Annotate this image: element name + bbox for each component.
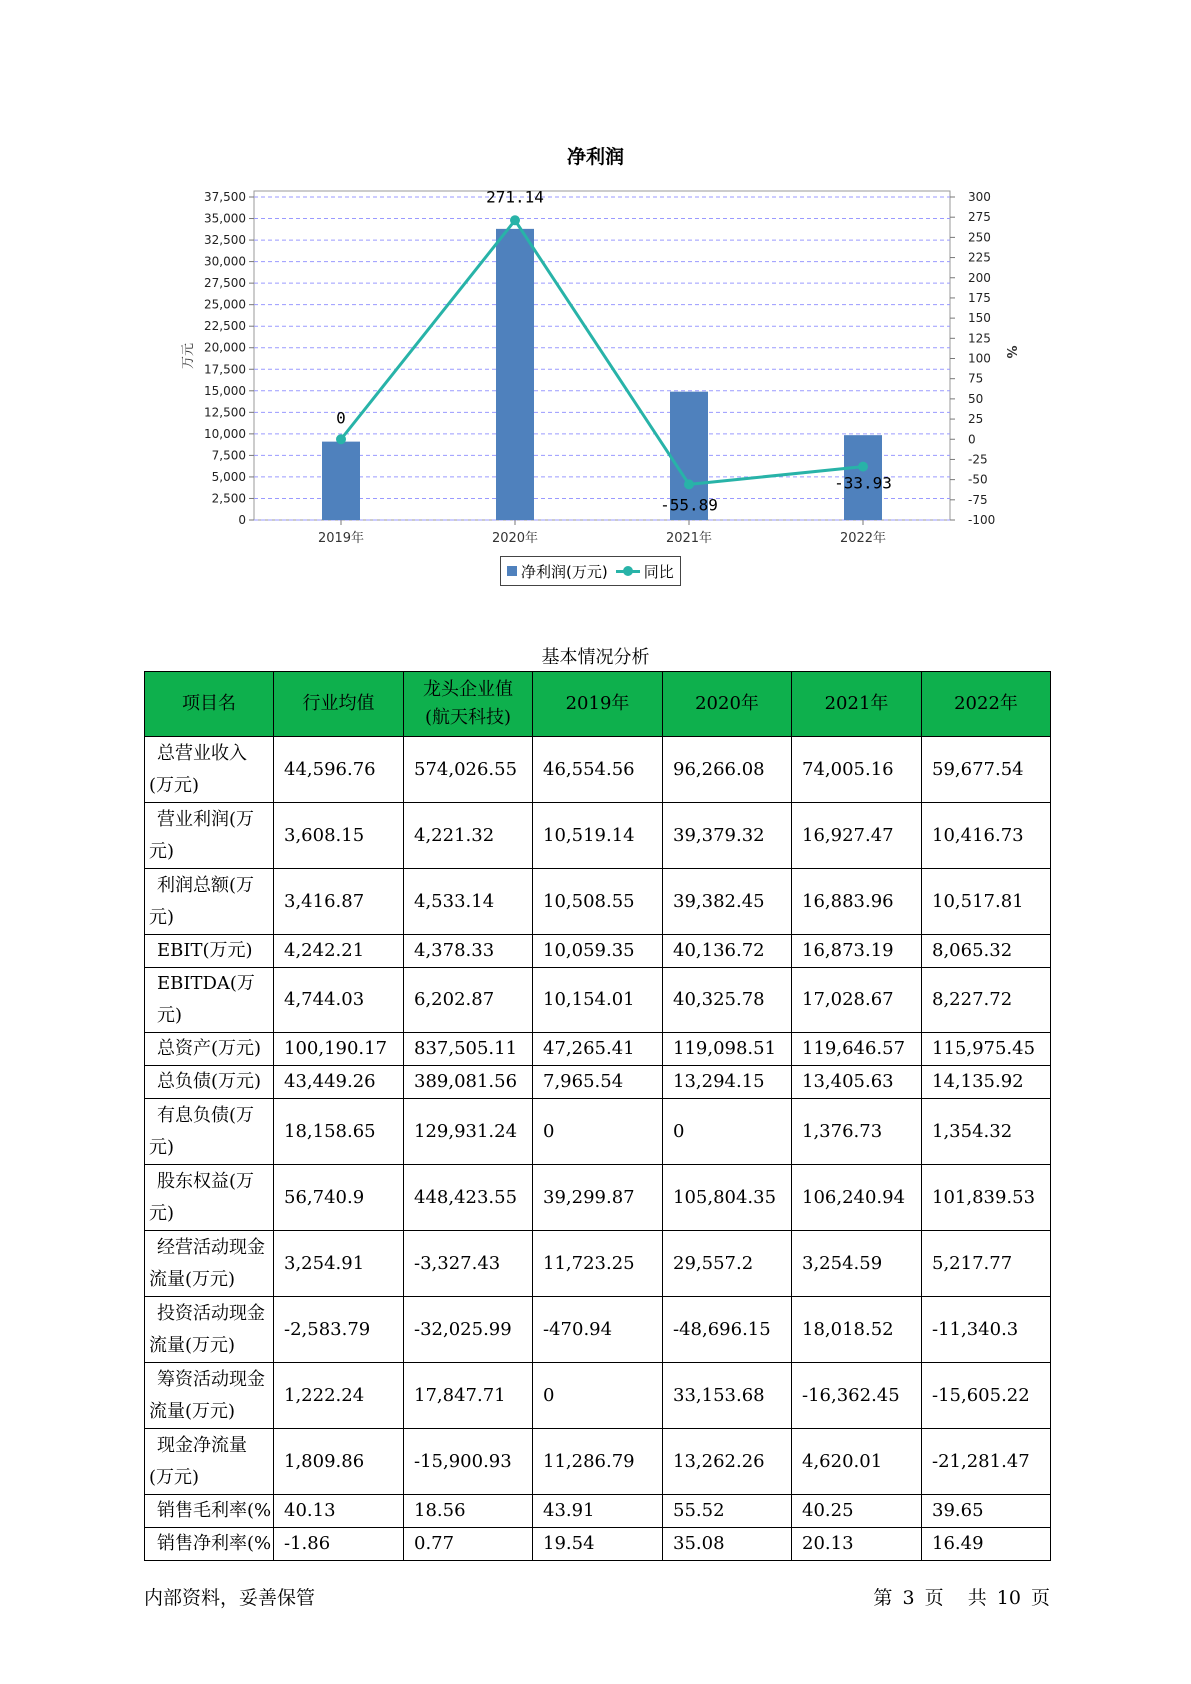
cell-2021: 16,873.19 — [792, 935, 922, 968]
cell-2020: 40,136.72 — [663, 935, 792, 968]
cell-2022: 8,065.32 — [922, 935, 1051, 968]
cell-2022: 1,354.32 — [922, 1099, 1051, 1165]
y-tick-label: 15,000 — [204, 383, 246, 398]
cell-industry-avg: 3,608.15 — [274, 803, 404, 869]
header-leader-line-1: 龙头企业值 — [423, 679, 513, 700]
cell-2021: 18,018.52 — [792, 1297, 922, 1363]
table-row — [145, 1363, 1051, 1429]
cell-2020: 96,266.08 — [663, 737, 792, 803]
table-row — [145, 1429, 1051, 1495]
header-2022: 2022年 — [922, 672, 1051, 737]
y-tick-label: 5,000 — [211, 469, 246, 484]
table-caption: 基本情况分析 — [541, 647, 650, 668]
cell-industry-avg: -1.86 — [274, 1528, 404, 1561]
x-tick-label: 2019年 — [317, 531, 365, 546]
cell-2022: -11,340.3 — [922, 1297, 1051, 1363]
y-tick-label: 27,500 — [204, 276, 246, 291]
y-tick-label: 17,500 — [204, 362, 246, 377]
cell-2022: -21,281.47 — [922, 1429, 1051, 1495]
cell-industry-avg: 4,744.03 — [274, 968, 404, 1033]
row-item-name — [145, 1231, 274, 1297]
cell-2020: 29,557.2 — [663, 1231, 792, 1297]
data-label-yoy: -55.89 — [660, 495, 718, 515]
table-row — [145, 968, 1051, 1033]
cell-leader-value: 4,221.32 — [404, 803, 533, 869]
y2-tick-label: 225 — [968, 250, 991, 265]
cell-2022: 39.65 — [922, 1495, 1051, 1528]
y2-tick-label: 250 — [968, 230, 991, 245]
footer-confidential: 内部资料，妥善保管 — [144, 1587, 316, 1609]
cell-2021: 106,240.94 — [792, 1165, 922, 1231]
cell-2022: 14,135.92 — [922, 1066, 1051, 1099]
header-industry-avg: 行业均值 — [274, 672, 404, 737]
cell-2019: 10,508.55 — [533, 869, 663, 935]
y2-tick-label: 100 — [968, 351, 991, 366]
table-row — [145, 935, 1051, 968]
y-tick-label: 20,000 — [204, 340, 246, 355]
y2-tick-label: 200 — [968, 270, 991, 285]
row-item-name-line: 总营业收入 — [157, 742, 247, 764]
row-item-name — [145, 803, 274, 869]
y-tick-label: 7,500 — [211, 448, 246, 463]
cell-2021: 40.25 — [792, 1495, 922, 1528]
cell-industry-avg: 4,242.21 — [274, 935, 404, 968]
net-profit-chart — [0, 0, 1191, 560]
cell-2022: 5,217.77 — [922, 1231, 1051, 1297]
header-leader-value — [404, 672, 533, 737]
y2-tick-label: 25 — [968, 412, 984, 427]
cell-2019: 43.91 — [533, 1495, 663, 1528]
cell-2021: 17,028.67 — [792, 968, 922, 1033]
footer-page-info — [869, 1583, 1050, 1610]
cell-2022: 10,517.81 — [922, 869, 1051, 935]
row-item-name-line: (万元) — [149, 774, 200, 796]
cell-2019: -470.94 — [533, 1297, 663, 1363]
data-label-yoy: -33.93 — [834, 473, 892, 493]
cell-leader-value: -32,025.99 — [404, 1297, 533, 1363]
cell-2019: 10,154.01 — [533, 968, 663, 1033]
header-2019: 2019年 — [533, 672, 663, 737]
table-row — [145, 869, 1051, 935]
y-tick-label: 10,000 — [204, 426, 246, 441]
cell-leader-value: 837,505.11 — [404, 1033, 533, 1066]
footer-page-suffix: 页 — [924, 1587, 944, 1609]
row-item-name-line: 流量(万元) — [149, 1400, 236, 1422]
table-row — [145, 1033, 1051, 1066]
y2-tick-label: 175 — [968, 290, 991, 305]
cell-leader-value: 448,423.55 — [404, 1165, 533, 1231]
cell-2021: 119,646.57 — [792, 1033, 922, 1066]
cell-industry-avg: 3,254.91 — [274, 1231, 404, 1297]
row-item-name-line: 销售净利率(% — [157, 1533, 272, 1554]
table-header-row — [145, 672, 1051, 737]
cell-2020: 35.08 — [663, 1528, 792, 1561]
row-item-name — [145, 935, 274, 968]
cell-leader-value: 574,026.55 — [404, 737, 533, 803]
row-item-name — [145, 1495, 274, 1528]
point-yoy — [684, 479, 694, 489]
bar-net-profit — [322, 442, 360, 520]
cell-leader-value: -15,900.93 — [404, 1429, 533, 1495]
x-tick-label: 2020年 — [491, 531, 539, 546]
cell-2021: -16,362.45 — [792, 1363, 922, 1429]
y-axis-title: 万元 — [181, 342, 196, 370]
cell-2019: 10,059.35 — [533, 935, 663, 968]
cell-2021: 16,927.47 — [792, 803, 922, 869]
cell-2020: 13,294.15 — [663, 1066, 792, 1099]
cell-2019: 7,965.54 — [533, 1066, 663, 1099]
cell-leader-value: 129,931.24 — [404, 1099, 533, 1165]
cell-industry-avg: 1,809.86 — [274, 1429, 404, 1495]
cell-industry-avg: 18,158.65 — [274, 1099, 404, 1165]
row-item-name — [145, 1297, 274, 1363]
cell-2022: -15,605.22 — [922, 1363, 1051, 1429]
row-item-name-line: EBIT(万元) — [157, 940, 253, 961]
table-row — [145, 1231, 1051, 1297]
cell-leader-value: 389,081.56 — [404, 1066, 533, 1099]
cell-industry-avg: 3,416.87 — [274, 869, 404, 935]
row-item-name-line: EBITDA(万元) — [157, 973, 255, 1026]
row-item-name-line: 股东权益(万 — [157, 1170, 255, 1192]
row-item-name-line: (万元) — [149, 1466, 200, 1488]
cell-2020: -48,696.15 — [663, 1297, 792, 1363]
point-yoy — [858, 462, 868, 472]
line-yoy — [341, 220, 863, 484]
cell-industry-avg: 1,222.24 — [274, 1363, 404, 1429]
y2-tick-label: 150 — [968, 311, 991, 326]
cell-industry-avg: 40.13 — [274, 1495, 404, 1528]
cell-2020: 39,382.45 — [663, 869, 792, 935]
legend-line-label: 同比 — [643, 562, 674, 581]
cell-2019: 47,265.41 — [533, 1033, 663, 1066]
header-item-name: 项目名 — [145, 672, 274, 737]
cell-2020: 33,153.68 — [663, 1363, 792, 1429]
footer-total-pages: 10 — [996, 1587, 1021, 1609]
y2-tick-label: 50 — [968, 391, 984, 406]
row-item-name-line: 经营活动现金 — [157, 1236, 265, 1258]
cell-leader-value: 6,202.87 — [404, 968, 533, 1033]
cell-2022: 101,839.53 — [922, 1165, 1051, 1231]
y2-tick-label: 75 — [968, 371, 984, 386]
cell-industry-avg: 100,190.17 — [274, 1033, 404, 1066]
cell-leader-value: 17,847.71 — [404, 1363, 533, 1429]
cell-industry-avg: 43,449.26 — [274, 1066, 404, 1099]
row-item-name — [145, 869, 274, 935]
cell-2020: 105,804.35 — [663, 1165, 792, 1231]
cell-industry-avg: -2,583.79 — [274, 1297, 404, 1363]
cell-2019: 11,723.25 — [533, 1231, 663, 1297]
legend-line-swatch — [616, 566, 640, 576]
bar-net-profit — [496, 229, 534, 520]
cell-leader-value: -3,327.43 — [404, 1231, 533, 1297]
cell-2019: 46,554.56 — [533, 737, 663, 803]
row-item-name — [145, 737, 274, 803]
data-label-yoy: 0 — [336, 408, 346, 428]
y2-tick-label: 0 — [968, 432, 976, 447]
table-row — [145, 737, 1051, 803]
legend-bar-label: 净利润(万元) — [521, 562, 608, 581]
cell-2022: 16.49 — [922, 1528, 1051, 1561]
cell-leader-value: 4,533.14 — [404, 869, 533, 935]
table-row — [145, 1297, 1051, 1363]
cell-2019: 19.54 — [533, 1528, 663, 1561]
table-body — [145, 737, 1051, 1561]
row-item-name-line: 现金净流量 — [157, 1434, 247, 1456]
cell-leader-value: 4,378.33 — [404, 935, 533, 968]
cell-2021: 1,376.73 — [792, 1099, 922, 1165]
cell-2019: 10,519.14 — [533, 803, 663, 869]
cell-leader-value: 18.56 — [404, 1495, 533, 1528]
cell-2020: 13,262.26 — [663, 1429, 792, 1495]
row-item-name-line: 有息负债(万 — [157, 1104, 255, 1126]
point-yoy — [336, 434, 346, 444]
row-item-name-line: 流量(万元) — [149, 1334, 236, 1356]
footer-page-prefix: 第 — [873, 1587, 893, 1609]
footer-page-number: 3 — [902, 1587, 915, 1609]
row-item-name-line: 筹资活动现金 — [157, 1368, 265, 1390]
row-item-name-line: 销售毛利率(% — [157, 1500, 272, 1521]
y-tick-label: 35,000 — [204, 211, 246, 226]
row-item-name — [145, 1528, 274, 1561]
y2-tick-label: 125 — [968, 331, 991, 346]
header-leader-line-2: (航天科技) — [424, 707, 512, 728]
row-item-name-line: 流量(万元) — [149, 1268, 236, 1290]
y-tick-label: 37,500 — [204, 190, 246, 204]
footer-total-suffix: 页 — [1030, 1587, 1050, 1609]
y-tick-label: 2,500 — [211, 491, 246, 506]
cell-2021: 4,620.01 — [792, 1429, 922, 1495]
cell-2020: 119,098.51 — [663, 1033, 792, 1066]
basic-analysis-table — [144, 671, 1051, 1561]
cell-2020: 55.52 — [663, 1495, 792, 1528]
row-item-name — [145, 1165, 274, 1231]
y2-tick-label: -75 — [968, 492, 988, 507]
y2-axis-title: % — [1003, 345, 1018, 359]
cell-2019: 39,299.87 — [533, 1165, 663, 1231]
row-item-name — [145, 1066, 274, 1099]
row-item-name-line: 元) — [149, 840, 175, 862]
row-item-name — [145, 1099, 274, 1165]
y-tick-label: 12,500 — [204, 405, 246, 420]
y-tick-label: 32,500 — [204, 233, 246, 248]
legend-bar-swatch — [507, 566, 517, 576]
y2-tick-label: -100 — [968, 513, 996, 527]
cell-2019: 0 — [533, 1363, 663, 1429]
y-tick-label: 0 — [238, 513, 246, 527]
table-row — [145, 803, 1051, 869]
y2-tick-label: 275 — [968, 210, 991, 225]
row-item-name-line: 元) — [149, 1136, 175, 1158]
cell-2021: 20.13 — [792, 1528, 922, 1561]
x-tick-label: 2022年 — [839, 531, 887, 546]
cell-2019: 11,286.79 — [533, 1429, 663, 1495]
table-row — [145, 1165, 1051, 1231]
cell-2020: 40,325.78 — [663, 968, 792, 1033]
row-item-name-line: 投资活动现金 — [157, 1302, 265, 1324]
row-item-name-line: 营业利润(万 — [157, 808, 255, 830]
point-yoy — [510, 215, 520, 225]
row-item-name — [145, 1363, 274, 1429]
table-row — [145, 1099, 1051, 1165]
header-2020: 2020年 — [663, 672, 792, 737]
cell-2019: 0 — [533, 1099, 663, 1165]
row-item-name — [145, 1429, 274, 1495]
row-item-name-line: 元) — [149, 1202, 175, 1224]
footer-total-prefix: 共 — [967, 1587, 987, 1609]
row-item-name-line: 利润总额(万 — [157, 874, 255, 896]
y2-tick-label: -25 — [968, 452, 988, 467]
y-tick-label: 22,500 — [204, 319, 246, 334]
data-label-yoy: 271.14 — [486, 187, 544, 207]
cell-2022: 59,677.54 — [922, 737, 1051, 803]
y-tick-label: 30,000 — [204, 254, 246, 269]
cell-leader-value: 0.77 — [404, 1528, 533, 1561]
row-item-name — [145, 1033, 274, 1066]
cell-industry-avg: 44,596.76 — [274, 737, 404, 803]
cell-2022: 115,975.45 — [922, 1033, 1051, 1066]
cell-2021: 13,405.63 — [792, 1066, 922, 1099]
cell-2020: 0 — [663, 1099, 792, 1165]
table-row — [145, 1528, 1051, 1561]
table-row — [145, 1066, 1051, 1099]
y2-tick-label: -50 — [968, 472, 988, 487]
cell-2020: 39,379.32 — [663, 803, 792, 869]
x-tick-label: 2021年 — [665, 531, 713, 546]
cell-2022: 10,416.73 — [922, 803, 1051, 869]
y-tick-label: 25,000 — [204, 297, 246, 312]
row-item-name-line: 总资产(万元) — [157, 1038, 262, 1059]
y2-tick-label: 300 — [968, 190, 991, 204]
chart-legend — [500, 556, 681, 586]
cell-2022: 8,227.72 — [922, 968, 1051, 1033]
cell-2021: 74,005.16 — [792, 737, 922, 803]
chart-title: 净利润 — [566, 146, 624, 168]
header-2021: 2021年 — [792, 672, 922, 737]
row-item-name — [145, 968, 274, 1033]
cell-2021: 16,883.96 — [792, 869, 922, 935]
cell-industry-avg: 56,740.9 — [274, 1165, 404, 1231]
row-item-name-line: 总负债(万元) — [157, 1071, 262, 1092]
cell-2021: 3,254.59 — [792, 1231, 922, 1297]
table-row — [145, 1495, 1051, 1528]
row-item-name-line: 元) — [149, 906, 175, 928]
